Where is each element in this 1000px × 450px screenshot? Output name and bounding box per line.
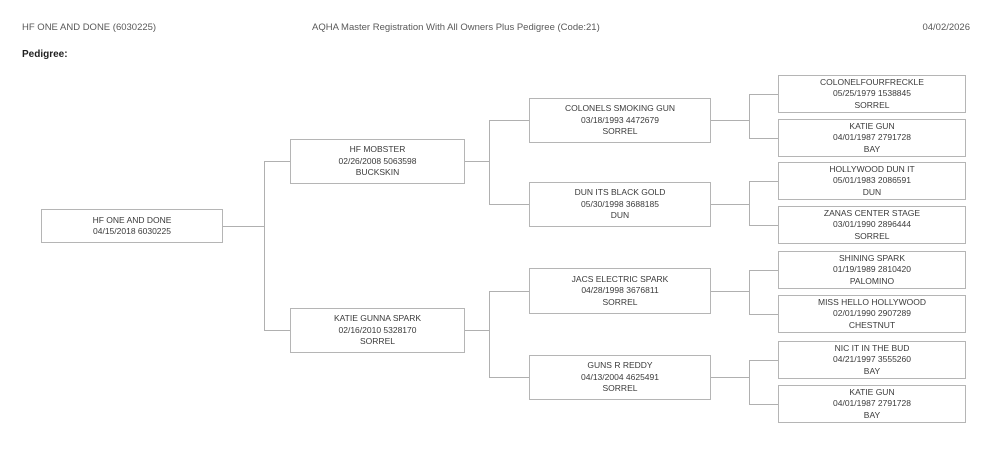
horse-name: HOLLYWOOD DUN IT [829,163,915,174]
connector-line [711,120,749,121]
connector-line [465,330,489,331]
horse-detail: 05/01/1983 2086591 [833,175,911,186]
horse-color: DUN [610,210,630,221]
connector-line [465,161,489,162]
horse-name: MISS HELLO HOLLYWOOD [817,296,926,307]
connector-line [749,270,778,271]
report-title: AQHA Master Registration With All Owners Plus Pedigree (Code:21) [312,22,600,33]
horse-detail: 02/16/2010 5328170 [338,324,417,335]
horse-color: SORREL [360,336,395,347]
horse-color: SORREL [602,126,638,137]
connector-line [711,377,749,378]
horse-detail: 02/01/1990 2907289 [833,308,911,319]
pedigree-node-gen4-1 [778,119,966,157]
horse-color: SORREL [602,383,638,394]
horse-color: DUN [862,186,882,197]
pedigree-node-gen4-4 [778,251,966,289]
connector-line [489,291,529,292]
horse-name: HF ONE AND DONE [92,214,172,225]
connector-line [223,226,264,227]
horse-detail: 04/01/1987 2791728 [833,132,911,143]
horse-color: SORREL [854,230,890,241]
horse-name: DUN ITS BLACK GOLD [574,187,666,198]
connector-line [749,360,750,405]
connector-line [264,161,265,331]
pedigree-node-gen3-1 [529,182,711,227]
horse-detail: 04/01/1987 2791728 [833,398,911,409]
connector-line [749,360,778,361]
connector-line [489,291,490,378]
horse-name: HF MOBSTER [349,144,406,155]
horse-name: KATIE GUNNA SPARK [333,313,422,324]
connector-line [711,291,749,292]
connector-line [749,314,778,315]
horse-detail: 05/25/1979 1538845 [833,88,911,99]
horse-detail: 03/01/1990 2896444 [833,219,911,230]
pedigree-node-gen4-2 [778,162,966,200]
pedigree-node-gen3-2 [529,268,711,314]
connector-line [749,138,778,139]
horse-name: COLONELFOURFRECKLE [820,76,924,87]
horse-name: SHINING SPARK [839,252,905,263]
horse-name: COLONELS SMOKING GUN [564,103,676,114]
connector-line [264,330,290,331]
connector-line [749,94,750,139]
horse-detail: 04/28/1998 3676811 [581,285,659,296]
pedigree-node-gen2-sire [290,139,465,184]
horse-name: KATIE GUN [849,120,895,131]
connector-line [264,161,290,162]
horse-color: BAY [863,409,881,420]
connector-line [489,120,490,205]
horse-name: NIC IT IN THE BUD [834,342,910,353]
horse-detail: 01/19/1989 2810420 [833,264,911,275]
connector-line [489,377,529,378]
horse-color: SORREL [602,296,638,307]
pedigree-node-subject [41,209,223,243]
connector-line [749,181,778,182]
connector-line [489,204,529,205]
horse-color: SORREL [854,99,890,110]
pedigree-node-gen4-5 [778,295,966,333]
pedigree-node-gen4-3 [778,206,966,244]
horse-color: PALOMINO [849,275,895,286]
horse-detail: 03/18/1993 4472679 [581,114,659,125]
connector-line [749,270,750,315]
horse-name: ZANAS CENTER STAGE [823,207,921,218]
report-date: 04/02/2026 [922,22,970,33]
horse-color: BAY [863,365,881,376]
connector-line [749,225,778,226]
horse-color: BAY [863,143,881,154]
horse-detail: 04/21/1997 3555260 [833,354,911,365]
horse-color: BUCKSKIN [355,167,400,178]
horse-name: JACS ELECTRIC SPARK [571,273,669,284]
connector-line [749,94,778,95]
pedigree-node-gen4-0 [778,75,966,113]
pedigree-node-gen3-3 [529,355,711,400]
connector-line [711,204,749,205]
horse-detail: 04/13/2004 4625491 [581,371,659,382]
pedigree-section-label: Pedigree: [22,49,68,60]
connector-line [489,120,529,121]
pedigree-node-gen4-7 [778,385,966,423]
connector-line [749,181,750,226]
report-subject-title: HF ONE AND DONE (6030225) [22,22,157,33]
horse-color: CHESTNUT [848,319,896,330]
connector-line [749,404,778,405]
horse-name: GUNS R REDDY [587,360,653,371]
horse-detail: 05/30/1998 3688185 [581,198,659,209]
pedigree-node-gen4-6 [778,341,966,379]
horse-name: KATIE GUN [849,386,895,397]
pedigree-node-gen2-dam [290,308,465,353]
horse-detail: 04/15/2018 6030225 [93,226,171,236]
pedigree-node-gen3-0 [529,98,711,143]
horse-detail: 02/26/2008 5063598 [338,155,417,166]
